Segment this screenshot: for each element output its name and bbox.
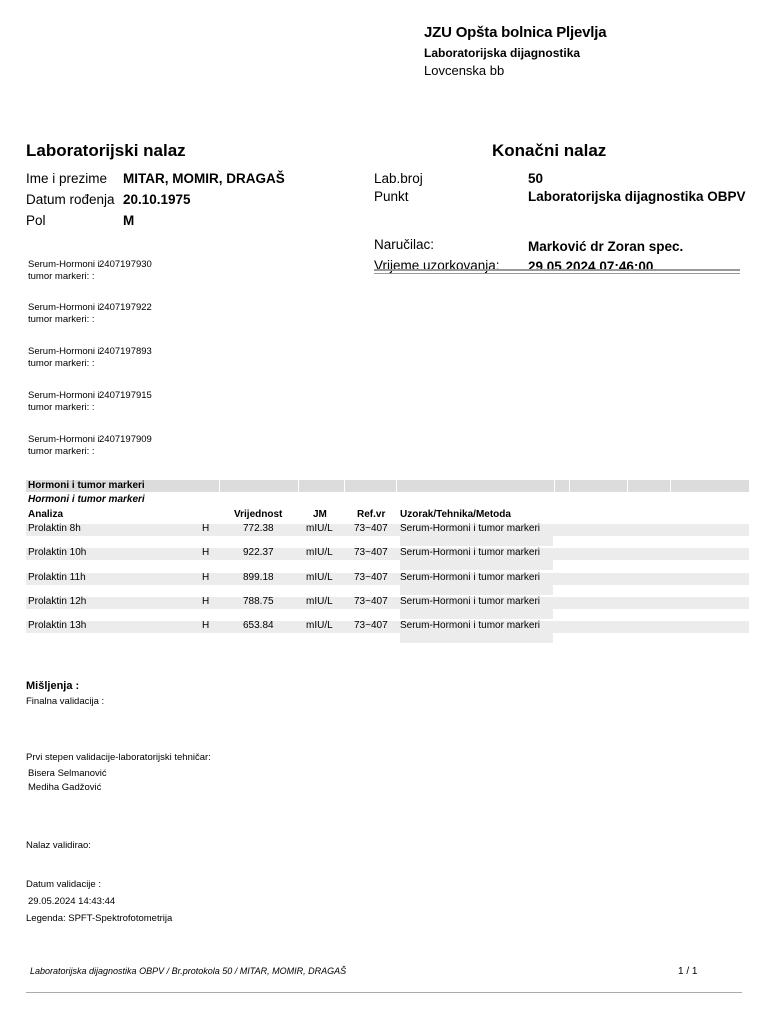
header-divider — [374, 269, 740, 271]
result-value: 922.37 — [243, 547, 274, 558]
analysis-name: Prolaktin 10h — [28, 547, 87, 558]
sample-code: 2407197915 — [99, 390, 152, 401]
column-header-method: Uzorak/Tehnika/Metoda — [400, 509, 511, 520]
row-background — [400, 585, 553, 595]
column-divider — [344, 480, 345, 492]
analysis-name: Prolaktin 13h — [28, 620, 87, 631]
sample-type: Serum-Hormoni i tumor markeri: : — [28, 259, 100, 282]
orderer-label: Naručilac: — [374, 237, 435, 252]
result-value: 899.18 — [243, 572, 274, 583]
flag-high: H — [202, 596, 210, 607]
reference-range: 73~407 — [354, 523, 388, 534]
patient-dob: 20.10.1975 — [123, 192, 191, 207]
analysis-name: Prolaktin 11h — [28, 572, 86, 583]
column-header-analysis: Analiza — [28, 509, 64, 520]
sample-type: Serum-Hormoni i tumor markeri: : — [28, 302, 100, 325]
sample-type: Serum-Hormoni i tumor markeri: : — [28, 434, 100, 457]
result-unit: mIU/L — [306, 547, 333, 558]
first-level-validation-label: Prvi stepen validacije-laboratorijski tehničar: — [26, 752, 211, 763]
analysis-name: Prolaktin 8h — [28, 523, 81, 534]
hospital-address: Lovcenska bb — [424, 63, 505, 78]
column-divider — [554, 480, 555, 492]
patient-dob-label: Datum rođenja — [26, 192, 115, 207]
sample-code: 2407197930 — [99, 259, 152, 270]
sample-type: Serum-Hormoni i tumor markeri: : — [28, 390, 100, 413]
point-label: Punkt — [374, 189, 409, 204]
validated-by-label: Nalaz validirao: — [26, 840, 91, 851]
result-unit: mIU/L — [306, 620, 333, 631]
column-divider — [298, 480, 299, 492]
patient-name: MITAR, MOMIR, DRAGAŠ — [123, 171, 285, 186]
technician-name: Bisera Selmanović — [28, 768, 107, 779]
orderer-value: Marković dr Zoran spec. — [528, 239, 684, 254]
legend: Legenda: SPFT-Spektrofotometrija — [26, 913, 173, 924]
row-background — [400, 536, 553, 546]
flag-high: H — [202, 547, 210, 558]
footer-text: Laboratorijska dijagnostika OBPV / Br.protokola 50 / MITAR, MOMIR, DRAGAŠ — [30, 966, 347, 976]
column-divider — [670, 480, 671, 492]
sample-method: Serum-Hormoni i tumor markeri — [400, 572, 541, 583]
report-status: Konačni nalaz — [492, 141, 607, 160]
patient-sex: M — [123, 213, 135, 228]
flag-high: H — [202, 620, 210, 631]
flag-high: H — [202, 523, 210, 534]
column-divider — [396, 480, 397, 492]
sample-method: Serum-Hormoni i tumor markeri — [400, 523, 541, 534]
sample-method: Serum-Hormoni i tumor markeri — [400, 620, 541, 631]
reference-range: 73~407 — [354, 572, 388, 583]
column-header-value: Vrijednost — [234, 509, 283, 520]
result-unit: mIU/L — [306, 523, 333, 534]
flag-high: H — [202, 572, 210, 583]
validation-date-label: Datum validacije : — [26, 879, 101, 890]
patient-sex-label: Pol — [26, 213, 46, 228]
footer-divider — [26, 992, 742, 993]
sample-code: 2407197909 — [99, 434, 152, 445]
result-unit: mIU/L — [306, 572, 333, 583]
lab-number-label: Lab.broj — [374, 171, 423, 186]
analysis-name: Prolaktin 12h — [28, 596, 87, 607]
point-value: Laboratorijska dijagnostika OBPV — [528, 189, 746, 204]
sample-method: Serum-Hormoni i tumor markeri — [400, 596, 541, 607]
column-header-unit: JM — [313, 509, 327, 520]
sampling-time-label: Vrijeme uzorkovanja: — [374, 258, 500, 273]
subsection-title: Hormoni i tumor markeri — [28, 494, 145, 505]
row-background — [400, 560, 553, 570]
report-title: Laboratorijski nalaz — [26, 141, 186, 160]
column-divider — [627, 480, 628, 492]
hospital-name: JZU Opšta bolnica Pljevlja — [424, 24, 607, 41]
header-divider-secondary — [374, 273, 740, 274]
result-value: 772.38 — [243, 523, 274, 534]
section-title: Hormoni i tumor markeri — [28, 480, 145, 491]
page-number: 1 / 1 — [678, 966, 698, 977]
sample-type: Serum-Hormoni i tumor markeri: : — [28, 346, 100, 369]
row-background — [400, 609, 553, 619]
sampling-time: 29.05.2024 07:46:00 — [528, 259, 654, 274]
technician-name: Mediha Gadžović — [28, 782, 102, 793]
opinions-heading: Mišljenja : — [26, 680, 80, 692]
row-background — [400, 633, 553, 643]
result-value: 653.84 — [243, 620, 274, 631]
lab-number: 50 — [528, 171, 544, 186]
column-divider — [219, 480, 220, 492]
hospital-department: Laboratorijska dijagnostika — [424, 46, 581, 60]
sample-code: 2407197922 — [99, 302, 152, 313]
result-value: 788.75 — [243, 596, 274, 607]
reference-range: 73~407 — [354, 547, 388, 558]
final-validation-label: Finalna validacija : — [26, 696, 105, 707]
column-header-ref: Ref.vr — [357, 509, 386, 520]
sample-code: 2407197893 — [99, 346, 152, 357]
patient-name-label: Ime i prezime — [26, 171, 108, 186]
validation-date: 29.05.2024 14:43:44 — [28, 896, 116, 907]
column-divider — [569, 480, 570, 492]
result-unit: mIU/L — [306, 596, 333, 607]
reference-range: 73~407 — [354, 596, 388, 607]
reference-range: 73~407 — [354, 620, 388, 631]
sample-method: Serum-Hormoni i tumor markeri — [400, 547, 541, 558]
